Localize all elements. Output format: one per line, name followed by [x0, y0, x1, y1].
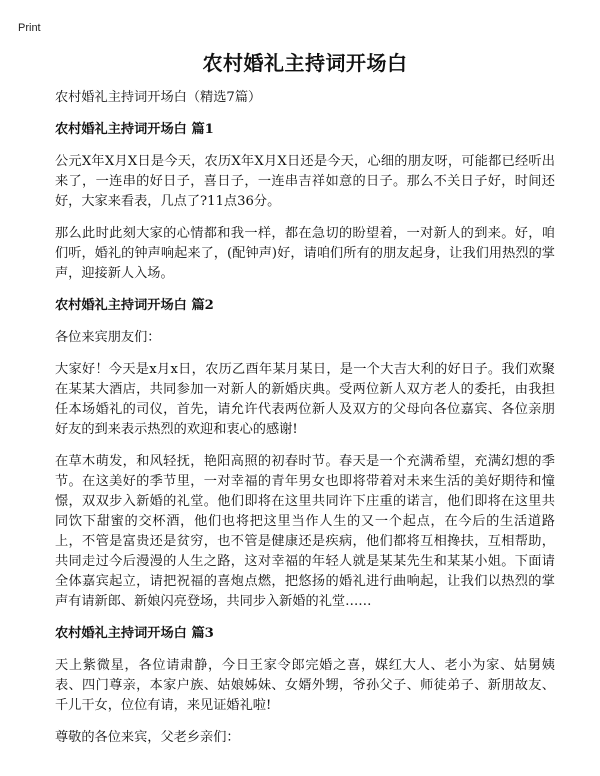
section-heading-3: 农村婚礼主持词开场白 篇3: [55, 626, 214, 641]
paragraph: 在草木萌发，和风轻抚，艳阳高照的初春时节。春天是一个充满希望，充满幻想的季节。在这美好的季节里，一对幸福的青年男女也即将带着对未来生活的美好期待和憧憬，双双步入新婚的礼堂。他们即将在这里共同许下庄重的诺言，他们即将在这里共同饮下甜蜜的交杯酒，他们也将把这里当作人生的又一个起点，在今后的生活道路上，不管是富贵还是贫穷，也不管是健康还是疾病，他们都将互相搀扶，互相帮助，共同走过今后漫漫的人生之路，这对幸福的年轻人就是某某先生和某某小姐。下面请全体嘉宾起立，请把祝福的喜炮点燃，把悠扬的婚礼进行曲响起，让我们以热烈的掌声有请新郎、新娘闪亮登场，共同步入新婚的礼堂……: [55, 454, 555, 609]
document-subtitle: 农村婚礼主持词开场白（精选7篇）: [55, 90, 262, 105]
print-link[interactable]: Print: [18, 22, 41, 34]
paragraph: 那么此时此刻大家的心情都和我一样，都在急切的盼望着，一对新人的到来。好，咱们听，婚礼的钟声响起来了，(配钟声)好，请咱们所有的朋友起身，让我们用热烈的掌声，迎接新人入场。: [55, 226, 555, 281]
document-page: [55, 50, 555, 748]
section-heading-1: 农村婚礼主持词开场白 篇1: [55, 122, 214, 137]
section-heading-2: 农村婚礼主持词开场白 篇2: [55, 298, 214, 313]
paragraph: 天上紫微星，各位请肃静，今日王家令郎完婚之喜，媒红大人、老小为家、姑舅姨表、四门尊亲，本家户族、姑娘姊妹、女婿外甥，爷孙父子、师徒弟子、新朋故友、千儿干女，位位有请，来见证婚礼啦!: [55, 658, 555, 713]
paragraph: 各位来宾朋友们：: [55, 330, 161, 345]
paragraph: 大家好！今天是x月x日，农历乙酉年某月某日，是一个大吉大利的好日子。我们欢聚在某某大酒店，共同参加一对新人的新婚庆典。受两位新人双方老人的委托，由我担任本场婚礼的司仪，首先，请允许代表两位新人及双方的父母向各位嘉宾、各位亲朋好友的到来表示热烈的欢迎和衷心的感谢!: [55, 362, 555, 437]
paragraph: 公元X年X月X日是今天，农历X年X月X日还是今天，心细的朋友呀，可能都已经听出来了，一连串的好日子，喜日子，一连串吉祥如意的日子。那么不关日子好，时间还好，大家来看表，几点了?11点36分。: [55, 154, 555, 209]
document-title: 农村婚礼主持词开场白: [202, 51, 408, 75]
paragraph: 尊敬的各位来宾，父老乡亲们：: [55, 730, 240, 745]
